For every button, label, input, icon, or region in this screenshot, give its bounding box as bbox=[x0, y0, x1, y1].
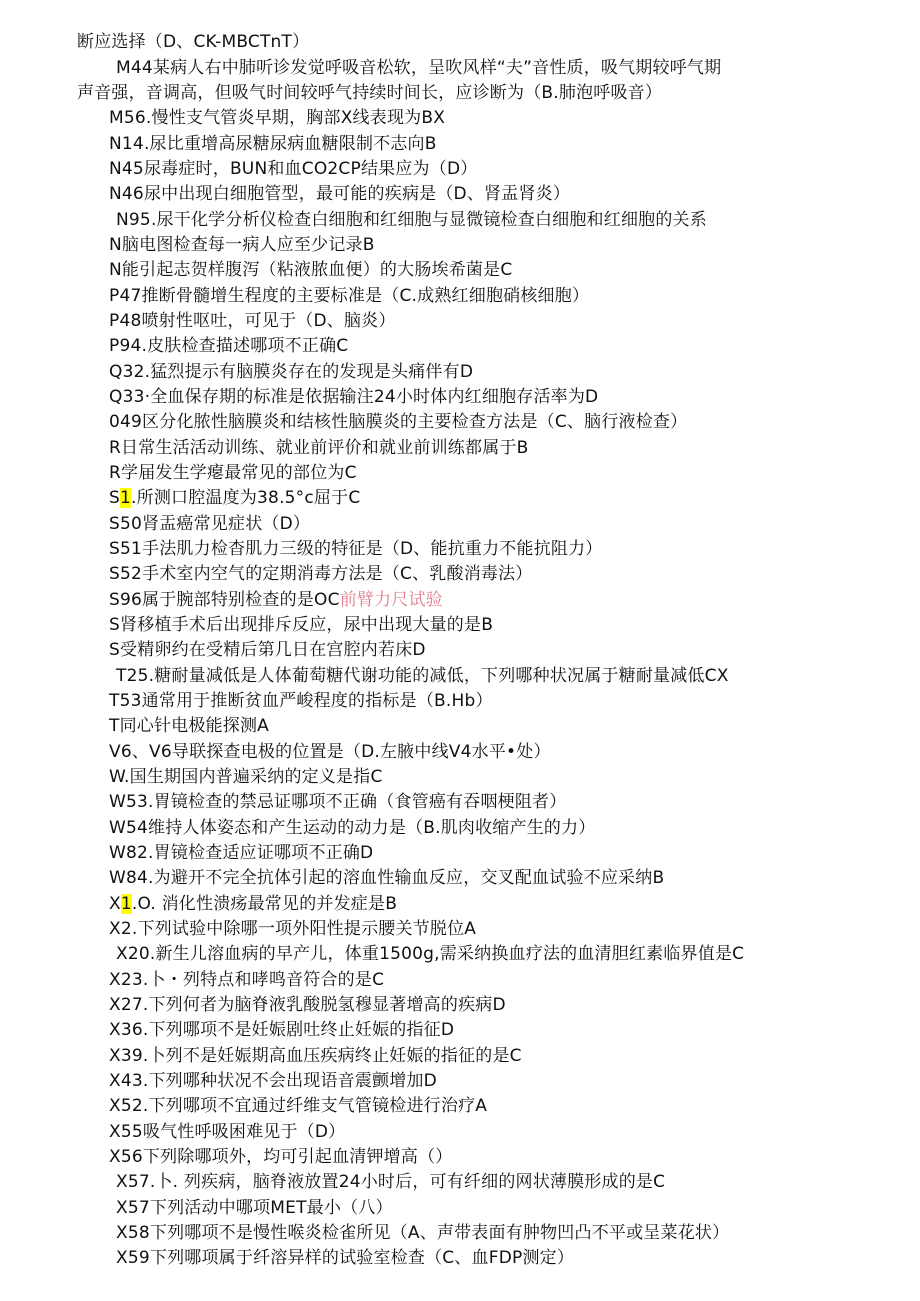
text-line: S51手法肌力检杳肌力三级的特征是（D、能抗重力不能抗阻力） bbox=[109, 539, 603, 559]
text-line: Q32.猛烈提示有脑膜炎存在的发现是头痛伴有D bbox=[109, 362, 474, 382]
text-line: T25.糖耐量减低是人体葡萄糖代谢功能的减低，下列哪种状况属于糖耐量减低CX bbox=[116, 666, 729, 686]
text-line: M56.慢性支气管炎早期，胸部X线表现为BX bbox=[109, 108, 446, 128]
text-line: W54维持人体姿态和产生运动的动力是（B.肌肉收缩产生的力） bbox=[109, 818, 596, 838]
text-line: X43.下列哪种状况不会出现语音震颤增加D bbox=[109, 1071, 437, 1091]
text-line: X20.新生儿溶血病的早产儿，体重1500g,需采纳换血疗法的血清胆红素临界值是C bbox=[116, 944, 745, 964]
text-line: X39.卜列不是妊娠期高血压疾病终止妊娠的指征的是C bbox=[109, 1046, 522, 1066]
text-line: N14.尿比重增高尿糖尿病血糖限制不志向B bbox=[109, 134, 437, 154]
text-line: N脑电图检查每一病人应至少记录B bbox=[109, 235, 375, 255]
text-line: X27.下列何者为脑脊液乳酸脱氢穆显著增高的疾病D bbox=[109, 995, 506, 1015]
text-line: N能引起志贺样腹泻（粘液脓血便）的大肠埃希菌是C bbox=[109, 260, 513, 280]
line-text: S96属于腕部特别检查的是OC bbox=[109, 590, 340, 610]
text-line: X57.卜. 列疾病，脑脊液放置24小时后，可有纤细的网状薄膜形成的是C bbox=[116, 1172, 666, 1192]
text-line: P48喷射性呕吐，可见于（D、脑炎） bbox=[109, 311, 396, 331]
text-line: S受精卵约在受精后第几日在宫腔内若床D bbox=[109, 640, 426, 660]
line-prefix: X bbox=[109, 894, 121, 914]
text-line: 断应选择（D、CK-MBCTnT） bbox=[77, 32, 310, 52]
text-line: M44某病人右中肺听诊发觉呼吸音松软，呈吹风样“夫”音性质，吸气期较呼气期 bbox=[116, 58, 722, 78]
text-line: P47推断骨髓增生程度的主要标准是（C.成熟红细胞硝核细胞） bbox=[109, 286, 590, 306]
text-line: X56下列除哪项外，均可引起血清钾增高（） bbox=[109, 1147, 453, 1167]
text-line: Q33·全血保存期的标准是依据输注24小时体内红细胞存活率为D bbox=[109, 387, 599, 407]
text-line: X2.下列试验中除哪一项外阳性提示腰关节脱位A bbox=[109, 919, 477, 939]
text-line: S52手术室内空气的定期消毒方法是（C、乳酸消毒法） bbox=[109, 564, 533, 584]
text-line: S肾移植手术后出现排斥反应，尿中出现大量的是B bbox=[109, 615, 494, 635]
text-line: N45尿毒症时，BUN和血CO2CP结果应为（D） bbox=[109, 159, 478, 179]
text-line: 049区分化脓性脑膜炎和结核性脑膜炎的主要检查方法是（C、脑行液检查） bbox=[109, 412, 688, 432]
text-line: N95.尿干化学分析仪检查白细胞和红细胞与显微镜检查白细胞和红细胞的关系 bbox=[116, 210, 707, 230]
text-line: W82.胃镜检查适应证哪项不正确D bbox=[109, 843, 374, 863]
text-line: X52.下列哪项不宜通过纤维支气管镜检进行治疗A bbox=[109, 1096, 488, 1116]
text-line-with-pink bbox=[109, 588, 443, 613]
text-line-highlighted bbox=[109, 892, 397, 917]
text-line: 声音强，音调高，但吸气时间较呼气持续时间长，应诊断为（B.肺泡呼吸音） bbox=[77, 83, 663, 103]
text-line: W84.为避开不完全抗体引起的溶血性输血反应，交叉配血试验不应采纳B bbox=[109, 868, 665, 888]
pink-annotation: 前臂力尺试验 bbox=[339, 590, 443, 610]
text-line-highlighted bbox=[109, 486, 360, 511]
text-line: X23.卜・列特点和哮鸣音符合的是C bbox=[109, 970, 385, 990]
text-line: X36.下列哪项不是妊娠剧吐终止妊娠的指征D bbox=[109, 1020, 455, 1040]
highlight-mark: 1 bbox=[120, 894, 132, 914]
text-line: X57下列活动中哪项MET最小（八） bbox=[116, 1198, 393, 1218]
text-line: N46尿中出现白细胞管型，最可能的疾病是（D、肾盂肾炎） bbox=[109, 184, 571, 204]
line-text: .所测口腔温度为38.5°c屈于C bbox=[131, 488, 361, 508]
highlight-mark: 1 bbox=[120, 488, 132, 508]
text-line: X59下列哪项属于纤溶异样的试验室检查（C、血FDP测定） bbox=[116, 1248, 575, 1268]
text-line: R日常生活活动训练、就业前评价和就业前训练都属于B bbox=[109, 438, 529, 458]
line-prefix: S bbox=[109, 488, 120, 508]
text-line: V6、V6导联探查电极的位置是（D.左腋中线V4水平•处） bbox=[109, 742, 551, 762]
text-line: T53通常用于推断贫血严峻程度的指标是（B.Hb） bbox=[109, 691, 493, 711]
text-line: W53.胃镜检查的禁忌证哪项不正确（食管癌有吞咽梗阻者） bbox=[109, 792, 567, 812]
text-line: S50肾盂癌常见症状（D） bbox=[109, 514, 311, 534]
line-text: .O. 消化性溃疡最常见的并发症是B bbox=[131, 894, 398, 914]
text-line: P94.皮肤检查描述哪项不正确C bbox=[109, 336, 349, 356]
text-line: X58下列哪项不是慢性喉炎检雀所见（A、声带表面有肿物凹凸不平或呈菜花状） bbox=[116, 1223, 730, 1243]
text-line: X55吸气性呼吸困难见于（D） bbox=[109, 1122, 346, 1142]
text-line: W.国生期国内普遍采纳的定义是指C bbox=[109, 767, 383, 787]
text-line: R学届发生学瘪最常见的部位为C bbox=[109, 463, 357, 483]
text-line: T同心针电极能探测A bbox=[109, 716, 270, 736]
